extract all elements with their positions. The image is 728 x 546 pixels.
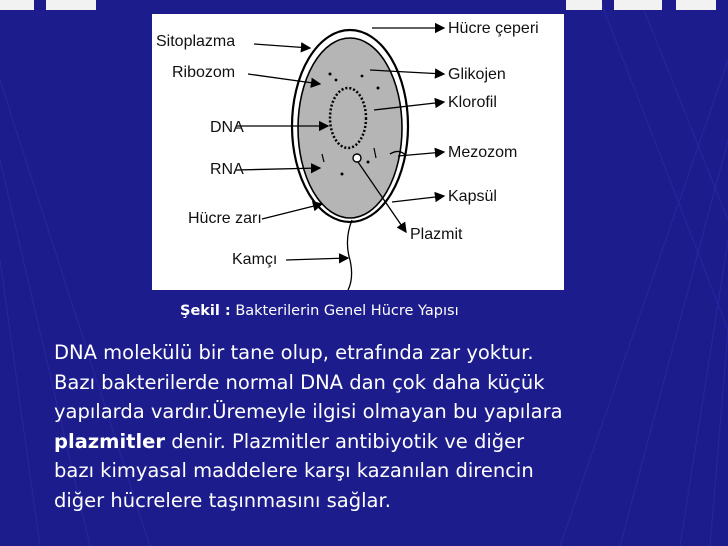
paragraph-line-5: bazı kimyasal maddelere karşı kazanılan direncin: [54, 459, 534, 482]
label-kapsul: Kapsül: [448, 188, 497, 205]
paragraph-line-1: DNA molekülü bir tane olup, etrafında zar yoktur.: [54, 341, 534, 364]
label-klorofil: Klorofil: [448, 94, 497, 111]
paragraph-line-2: Bazı bakterilerde normal DNA dan çok daha küçük: [54, 370, 545, 394]
caption-text: Bakterilerin Genel Hücre Yapısı: [235, 303, 459, 319]
caption-prefix: Şekil :: [180, 303, 231, 319]
label-glikojen: Glikojen: [448, 66, 506, 83]
label-plazmit: Plazmit: [410, 226, 463, 243]
label-rna: RNA: [210, 161, 244, 178]
label-ribozom: Ribozom: [172, 64, 236, 81]
paragraph-line-6: diğer hücrelere taşınmasını sağlar.: [54, 488, 391, 512]
paragraph-line-3: yapılarda vardır.Üremeyle ilgisi olmayan bu yapılara: [54, 400, 563, 423]
paragraph-line-4-rest: denir. Plazmitler antibiyotik ve diğer: [165, 429, 525, 453]
label-dna: DNA: [210, 119, 244, 136]
label-hucre-zari: Hücre zarı: [188, 210, 262, 227]
cytoplasm-shape: [298, 38, 402, 218]
body-paragraph: [54, 338, 724, 515]
label-kamci: Kamçı: [232, 251, 278, 268]
label-mezozom: Mezozom: [448, 144, 518, 161]
figure-caption: [180, 303, 459, 319]
bacteria-cell-figure: [152, 14, 564, 290]
label-sitoplazma: Sitoplazma: [156, 33, 236, 50]
top-decorative-strip: [0, 0, 728, 14]
label-hucre-ceperi: Hücre çeperi: [448, 20, 539, 37]
paragraph-line-4: [54, 427, 724, 457]
bold-term-plazmitler: plazmitler: [54, 429, 166, 453]
